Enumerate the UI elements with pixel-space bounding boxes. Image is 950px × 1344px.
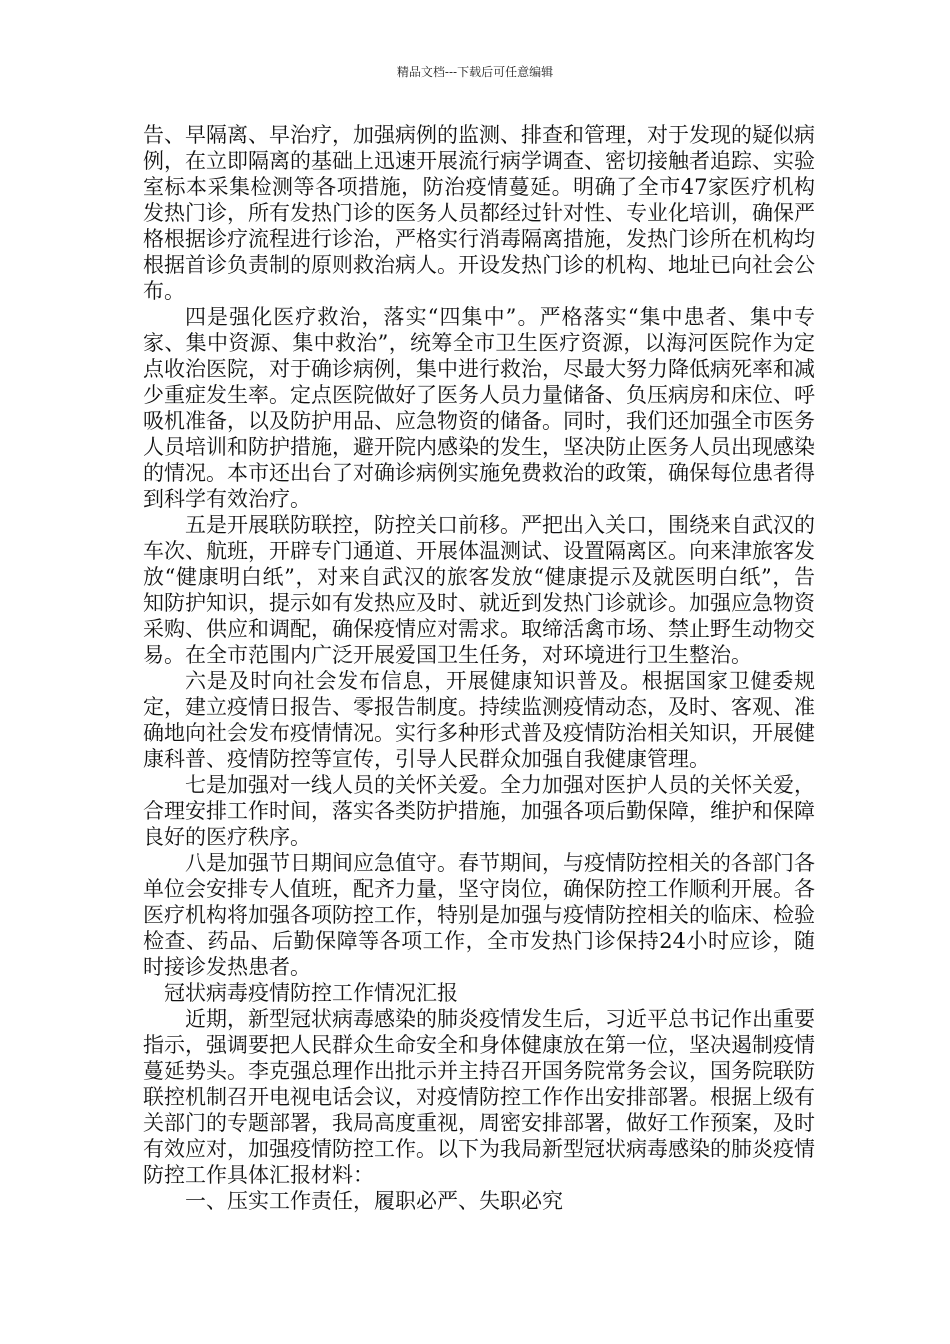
paragraph-1: 告、早隔离、早治疗，加强病例的监测、排查和管理，对于发现的疑似病例，在立即隔离的基础上迅速开展流行病学调查、密切接触者追踪、实验室标本采集检测等各项措施，防治疫情蔓延。明确了全市47家医疗机构发热门诊，所有发热门诊的医务人员都经过针对性、专业化培训，确保严格根据诊疗流程进行诊治，严格实行消毒隔离措施，发热门诊所在机构均根据首诊负责制的原则救治病人。开设发热门诊的机构、地址已向社会公布。 (143, 123, 815, 303)
paragraph-7: 近期，新型冠状病毒感染的肺炎疫情发生后，习近平总书记作出重要指示，强调要把人民群众生命安全和身体健康放在第一位，坚决遏制疫情蔓延势头。李克强总理作出批示并主持召开国务院常务会议，国务院联防联控机制召开电视电话会议，对疫情防控工作作出安排部署。根据上级有关部门的专题部署，我局高度重视，周密安排部署，做好工作预案，及时有效应对，加强疫情防控工作。以下为我局新型冠状病毒感染的肺炎疫情防控工作具体汇报材料： (143, 1007, 815, 1187)
paragraph-2: 四是强化医疗救治，落实“四集中”。严格落实“集中患者、集中专家、集中资源、集中救治”，统筹全市卫生医疗资源，以海河医院作为定点收治医院，对于确诊病例，集中进行救治，尽最大努力降低病死率和减少重症发生率。定点医院做好了医务人员力量储备、负压病房和床位、呼吸机准备，以及防护用品、应急物资的储备。同时，我们还加强全市医务人员培训和防护措施，避开院内感染的发生，坚决防止医务人员出现感染的情况。本市还出台了对确诊病例实施免费救治的政策，确保每位患者得到科学有效治疗。 (143, 305, 815, 511)
paragraph-8: 一、压实工作责任，履职必严、失职必究 (185, 1189, 563, 1213)
page-header: 精品文档---下载后可任意编辑 (396, 65, 554, 79)
paragraph-4: 六是及时向社会发布信息，开展健康知识普及。根据国家卫健委规定，建立疫情日报告、零报告制度。持续监测疫情动态，及时、客观、准确地向社会发布疫情情况。实行多种形式普及疫情防治相关知识，开展健康科普、疫情防控等宣传，引导人民群众加强自我健康管理。 (143, 669, 815, 771)
paragraph-6: 八是加强节日期间应急值守。春节期间，与疫情防控相关的各部门各单位会安排专人值班，配齐力量，坚守岗位，确保防控工作顺利开展。各医疗机构将加强各项防控工作，特别是加强与疫情防控相关的临床、检验检查、药品、后勤保障等各项工作，全市发热门诊保持24小时应诊，随时接诊发热患者。 (143, 851, 815, 979)
document-body (143, 122, 815, 1214)
paragraph-5: 七是加强对一线人员的关怀关爱。全力加强对医护人员的关怀关爱，合理安排工作时间，落实各类防护措施，加强各项后勤保障，维护和保障良好的医疗秩序。 (143, 773, 815, 849)
section-title: 冠状病毒疫情防控工作情况汇报 (164, 981, 458, 1005)
paragraph-3: 五是开展联防联控，防控关口前移。严把出入关口，围绕来自武汉的车次、航班，开辟专门通道、开展体温测试、设置隔离区。向来津旅客发放“健康明白纸”，对来自武汉的旅客发放“健康提示及就医明白纸”，告知防护知识，提示如有发热应及时、就近到发热门诊就诊。加强应急物资采购、供应和调配，确保疫情应对需求。取缔活禽市场、禁止野生动物交易。在全市范围内广泛开展爱国卫生任务，对环境进行卫生整治。 (143, 513, 815, 667)
